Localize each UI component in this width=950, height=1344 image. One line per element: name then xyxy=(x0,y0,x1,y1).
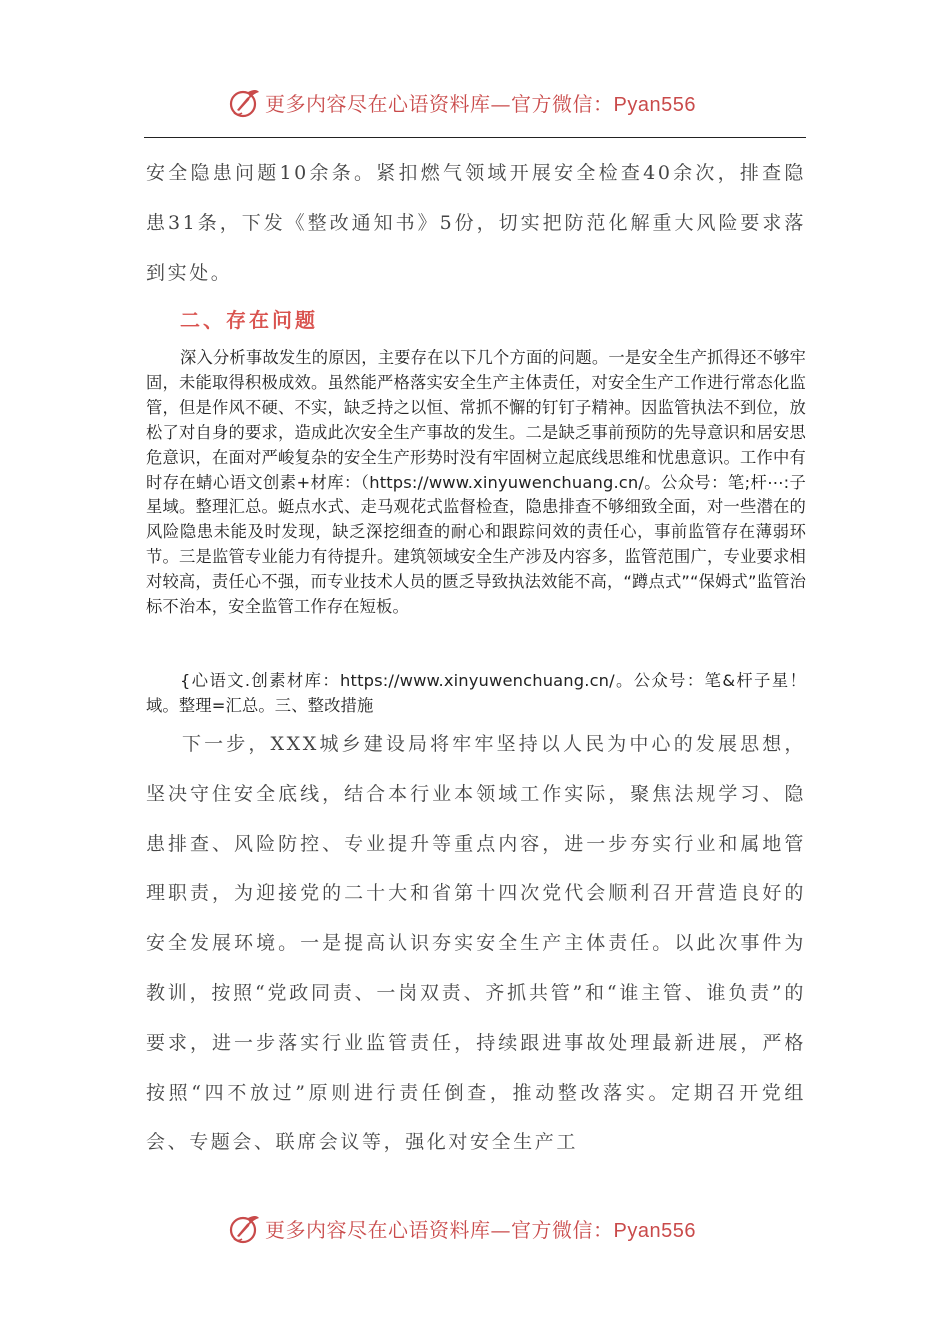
body-paragraph-1: 安全隐患问题10余条。紧扣燃气领域开展安全检查40余次，排查隐患31条，下发《整改通知书》5份，切实把防范化解重大风险要求落到实处。 xyxy=(146,162,806,284)
banner-text xyxy=(265,1216,696,1245)
banner-wechat-label: 官方微信： xyxy=(511,1218,614,1242)
header-divider xyxy=(144,137,806,138)
banner-dash: — xyxy=(490,92,511,116)
banner-dash: — xyxy=(490,1218,511,1242)
body-paragraph-3: {心语文.创素材库：https://www.xinyuwenchuang.cn/。公众号：笔&杆子星！域。整理=汇总。三、整改措施 xyxy=(146,671,806,715)
header-banner xyxy=(0,84,950,124)
body-paragraph-4: 下一步，XXX城乡建设局将牢牢坚持以人民为中心的发展思想，坚决守住安全底线，结合本行业本领域工作实际，聚焦法规学习、隐患排查、风险防控、专业提升等重点内容，进一步夯实行业和属地管理职责，为迎接党的二十大和省第十四次党代会顺利召开营造良好的安全发展环境。一是提高认识夯实安全生产主体责任。以此次事件为教训，按照“党政同责、一岗双责、齐抓共管”和“谁主管、谁负责”的要求，进一步落实行业监管责任，持续跟进事故处理最新进展，严格按照“四不放过”原则进行责任倒查，推动整改落实。定期召开党组会、专题会、联席会议等，强化对安全生产工 xyxy=(146,733,806,1154)
banner-text xyxy=(265,90,696,119)
banner-wechat-id: Pyan556 xyxy=(613,94,696,116)
banner-site-name: 更多内容尽在心语资料库 xyxy=(265,1218,491,1242)
banner-wechat-label: 官方微信： xyxy=(511,92,614,116)
quill-seal-icon xyxy=(228,1212,262,1246)
quill-seal-icon xyxy=(228,86,262,120)
body-paragraph-2: 深入分析事故发生的原因，主要存在以下几个方面的问题。一是安全生产抓得还不够牢固，未能取得积极成效。虽然能严格落实安全生产主体责任，对安全生产工作进行常态化监管，但是作风不硬、不实，缺乏持之以恒、常抓不懈的钉钉子精神。因监管执法不到位，放松了对自身的要求，造成此次安全生产事故的发生。二是缺乏事前预防的先导意识和居安思危意识，在面对严峻复杂的安全生产形势时没有牢固树立起底线思维和忧患意识。工作中有时存在蜻心语文创素+材库：（https://www.xinyuwenchuang.cn/。公众号：笔;杆⋯:子星域。整理汇总。蜓点水式、走马观花式监督检查，隐患排查不够细致全面，对一些潜在的风险隐患未能及时发现，缺乏深挖细查的耐心和跟踪问效的责任心，事前监管存在薄弱环节。三是监管专业能力有待提升。建筑领域安全生产涉及内容多，监管范围广，专业要求相对较高，责任心不强，而专业技术人员的匮乏导致执法效能不高，“蹲点式”“保姆式”监管治标不治本，安全监管工作存在短板。 xyxy=(146,348,806,617)
section-heading: 二、存在问题 xyxy=(180,308,318,332)
banner-wechat-id: Pyan556 xyxy=(613,1220,696,1242)
footer-banner xyxy=(0,1210,950,1250)
banner-site-name: 更多内容尽在心语资料库 xyxy=(265,92,491,116)
